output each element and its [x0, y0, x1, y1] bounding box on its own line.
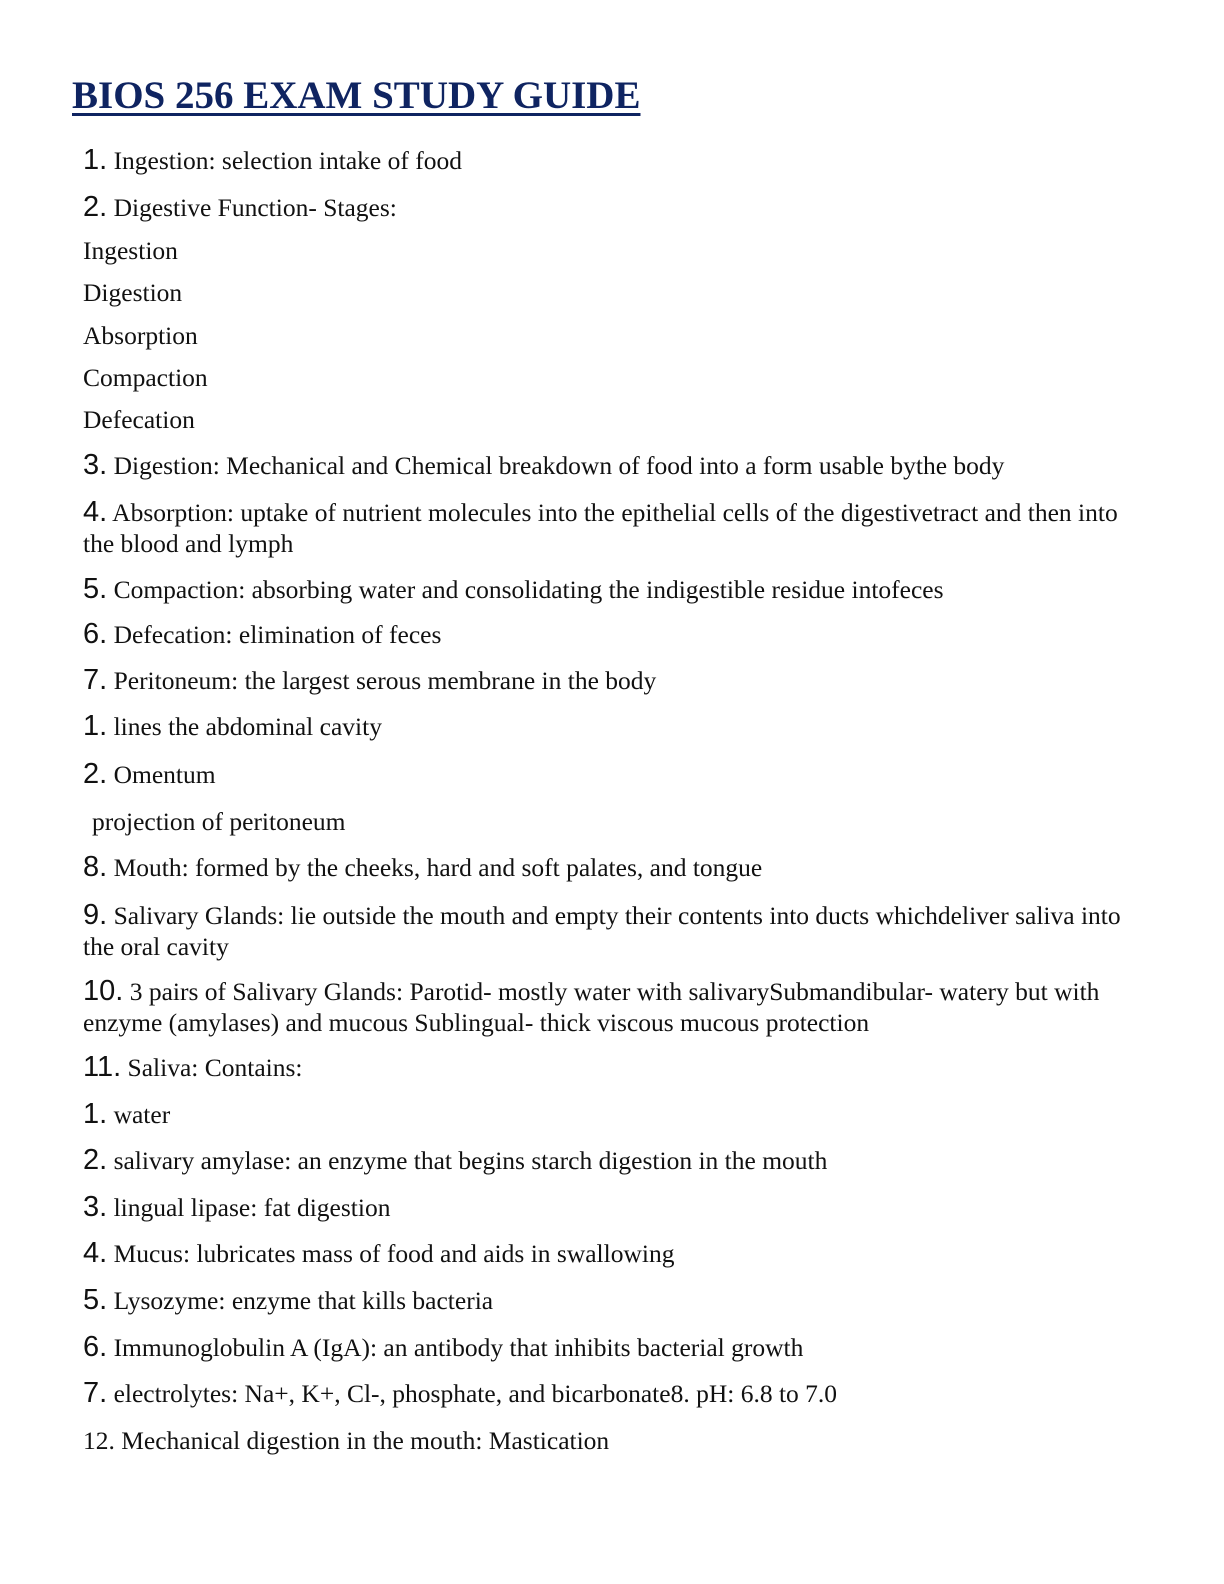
- item-text: Absorption: [83, 321, 198, 350]
- item-text: projection of peritoneum: [92, 807, 346, 836]
- study-item-9: [83, 900, 1143, 962]
- peritoneum-sub-2: [83, 759, 1143, 790]
- saliva-sub-6: [83, 1332, 1143, 1363]
- item-number: 11.: [83, 1051, 122, 1083]
- item-text: salivary amylase: an enzyme that begins starch digestion in the mouth: [107, 1146, 828, 1175]
- item-number: 6.: [83, 618, 108, 650]
- peritoneum-sub-1: [83, 711, 1143, 742]
- item-text: lines the abdominal cavity: [107, 712, 382, 741]
- stage-compaction: [83, 362, 1143, 393]
- stage-absorption: [83, 320, 1143, 351]
- study-item-6: [83, 619, 1143, 650]
- item-text: Immunoglobulin A (IgA): an antibody that inhibits bacterial growth: [107, 1333, 804, 1362]
- item-text: Digestion: [83, 278, 183, 307]
- saliva-sub-4: [83, 1238, 1143, 1269]
- item-number: 2.: [83, 1144, 108, 1176]
- study-item-1: [83, 145, 1143, 176]
- item-text: Compaction: absorbing water and consolidating the indigestible residue intofeces: [107, 575, 944, 604]
- study-item-5: [83, 574, 1143, 605]
- item-number: 12.: [83, 1426, 115, 1455]
- item-number: 6.: [83, 1331, 108, 1363]
- study-item-12: [83, 1425, 1143, 1456]
- item-number: 9.: [83, 899, 108, 931]
- study-item-11: [83, 1052, 1143, 1083]
- item-number: 3.: [83, 1191, 108, 1223]
- stage-digestion: [83, 277, 1143, 308]
- item-number: 2.: [83, 758, 108, 790]
- item-text: Salivary Glands: lie outside the mouth and empty their contents into ducts whichdeliver saliva into the oral cavity: [83, 901, 1121, 961]
- item-text: 3 pairs of Salivary Glands: Parotid- mostly water with salivarySubmandibular- watery but with enzyme (amylases) and mucous Sublingual- thick viscous mucous protection: [83, 977, 1100, 1037]
- item-text: Omentum: [107, 760, 216, 789]
- saliva-sub-3: [83, 1192, 1143, 1223]
- saliva-sub-1: [83, 1099, 1143, 1130]
- item-number: 5.: [83, 573, 108, 605]
- item-text: Absorption: uptake of nutrient molecules into the epithelial cells of the digestivetract and then into the blood and lymph: [83, 498, 1118, 558]
- saliva-sub-2: [83, 1145, 1143, 1176]
- item-number: 1.: [83, 144, 108, 176]
- study-item-4: [83, 497, 1143, 559]
- item-number: 4.: [83, 1237, 108, 1269]
- item-number: 1.: [83, 1098, 108, 1130]
- saliva-sub-7: [83, 1378, 1143, 1409]
- page-title: BIOS 256 EXAM STUDY GUIDE: [72, 74, 641, 117]
- item-number: 3.: [83, 449, 108, 481]
- item-number: 7.: [83, 664, 108, 696]
- item-text: Mouth: formed by the cheeks, hard and soft palates, and tongue: [107, 853, 763, 882]
- item-text: Saliva: Contains:: [121, 1053, 303, 1082]
- study-item-3: [83, 450, 1143, 481]
- stage-defecation: [83, 404, 1143, 435]
- item-text: water: [107, 1100, 171, 1129]
- item-text: Ingestion: [83, 236, 178, 265]
- item-number: 1.: [83, 710, 108, 742]
- study-item-7: [83, 665, 1143, 696]
- item-number: 2.: [83, 191, 108, 223]
- item-text: Mechanical digestion in the mouth: Mastication: [114, 1426, 610, 1455]
- item-text: Mucus: lubricates mass of food and aids in swallowing: [107, 1239, 675, 1268]
- item-text: Ingestion: selection intake of food: [107, 146, 462, 175]
- item-number: 7.: [83, 1377, 108, 1409]
- item-text: Digestion: Mechanical and Chemical breakdown of food into a form usable bythe body: [107, 451, 1005, 480]
- item-number: 4.: [83, 496, 108, 528]
- study-item-8: [83, 852, 1143, 883]
- item-text: Digestive Function- Stages:: [107, 193, 397, 222]
- item-text: Peritoneum: the largest serous membrane in the body: [107, 666, 657, 695]
- item-text: Lysozyme: enzyme that kills bacteria: [107, 1286, 494, 1315]
- item-number: 5.: [83, 1284, 108, 1316]
- study-item-10: [83, 976, 1143, 1038]
- item-text: Defecation: elimination of feces: [107, 620, 442, 649]
- item-number: 10.: [83, 975, 124, 1007]
- study-item-2: [83, 192, 1143, 223]
- item-text: electrolytes: Na+, K+, Cl-, phosphate, and bicarbonate8. pH: 6.8 to 7.0: [107, 1379, 838, 1408]
- omentum-note: [92, 806, 1152, 837]
- stage-ingestion: [83, 235, 1143, 266]
- item-text: lingual lipase: fat digestion: [107, 1193, 391, 1222]
- item-text: Defecation: [83, 405, 195, 434]
- saliva-sub-5: [83, 1285, 1143, 1316]
- item-number: 8.: [83, 851, 108, 883]
- item-text: Compaction: [83, 363, 208, 392]
